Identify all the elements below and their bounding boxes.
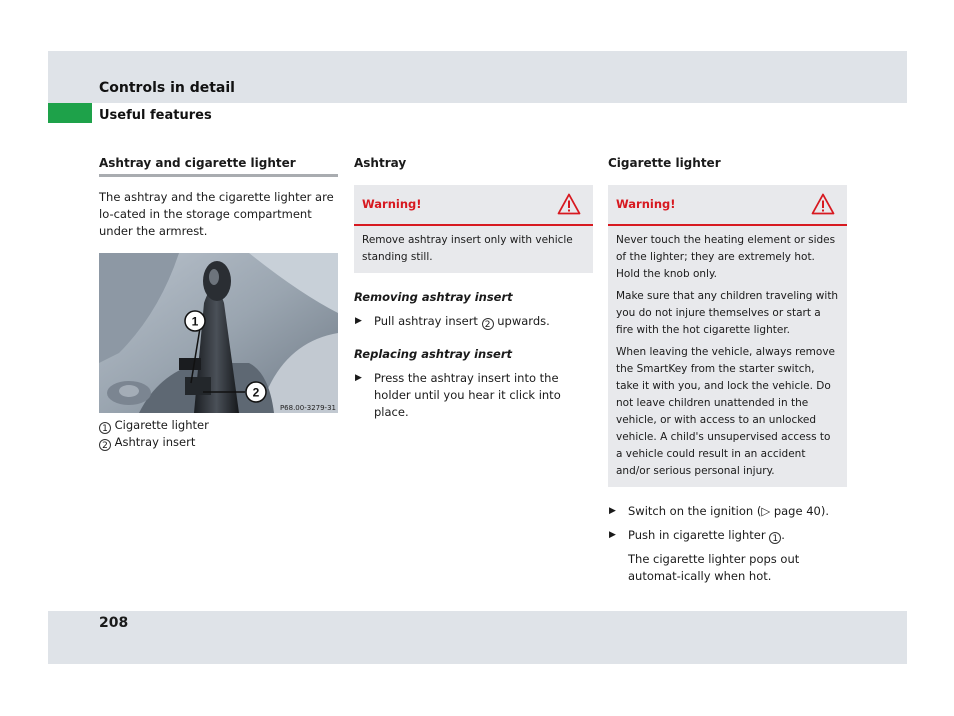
step-text-end: .: [781, 528, 785, 542]
replacing-heading: Replacing ashtray insert: [354, 347, 513, 361]
section-tab-marker: [48, 103, 92, 123]
footer-band: [48, 611, 907, 664]
warning-title: Warning!: [362, 197, 422, 211]
warning-body: [608, 226, 847, 487]
warning-text: Remove ashtray insert only with vehicle standing still.: [362, 234, 573, 263]
column-ashtray-lighter: [99, 155, 338, 451]
bullet-arrow-icon: ▶: [355, 316, 362, 326]
legend-number: 1: [99, 422, 111, 434]
step-text: Switch on the ignition (▷ page 40).: [628, 504, 829, 518]
legend-item: [99, 434, 338, 451]
legend-item: [99, 417, 338, 434]
callout-2-label: 2: [252, 385, 260, 400]
step-text: Pull ashtray insert: [374, 314, 478, 328]
warning-paragraph: When leaving the vehicle, always remove the SmartKey from the starter switch, take it with you, and lock the vehicle. Do not leave children unattended in the vehicle, or with access to an unlocked vehicle. A child's unsupervised access to a vehicle could result in an accident and/or serious personal injury.: [616, 346, 835, 477]
step-push-lighter: [608, 527, 847, 544]
legend-number: 2: [99, 439, 111, 451]
removing-step: [354, 313, 593, 330]
column-cigarette-lighter: [608, 155, 847, 585]
warning-body: [354, 226, 593, 273]
section-heading: Cigarette lighter: [608, 156, 721, 170]
chapter-title: Controls in detail: [99, 80, 235, 96]
page-number: 208: [99, 615, 129, 631]
warning-header: [354, 185, 593, 226]
result-text: The cigarette lighter pops out automat-ically when hot.: [628, 552, 800, 583]
bullet-arrow-icon: ▶: [609, 530, 616, 540]
warning-triangle-icon: [811, 193, 835, 215]
step-text-end: upwards.: [497, 314, 550, 328]
removing-heading: Removing ashtray insert: [354, 290, 513, 304]
photo-legend: [99, 417, 338, 451]
warning-box: [354, 185, 593, 273]
section-heading: Ashtray: [354, 156, 407, 170]
step-text: Press the ashtray insert into the holder until you hear it click into place.: [374, 371, 561, 419]
callout-1-label: 1: [191, 314, 199, 329]
step-ref-number: 1: [769, 532, 781, 544]
step-ignition: [608, 503, 847, 520]
bullet-arrow-icon: ▶: [355, 373, 362, 383]
section-title: Useful features: [99, 108, 212, 123]
legend-label: Cigarette lighter: [114, 418, 209, 432]
warning-box: [608, 185, 847, 487]
console-illustration: [99, 253, 338, 413]
intro-paragraph: The ashtray and the cigarette lighter are lo-cated in the storage compartment under the armrest.: [99, 190, 334, 238]
section-heading: Ashtray and cigarette lighter: [99, 156, 296, 170]
legend-label: Ashtray insert: [114, 435, 196, 449]
bullet-arrow-icon: ▶: [609, 506, 616, 516]
console-photo: [99, 253, 338, 413]
step-ref-number: 2: [482, 318, 494, 330]
column-ashtray: [354, 155, 593, 421]
image-code: P68.00-3279-31: [279, 404, 336, 412]
heading-rule: [99, 174, 338, 177]
warning-paragraph: Make sure that any children traveling with you do not injure themselves or start a fire with the hot cigarette lighter.: [616, 290, 839, 336]
step-text: Push in cigarette lighter: [628, 528, 766, 542]
replacing-step: [354, 370, 593, 421]
warning-triangle-icon: [557, 193, 581, 215]
warning-title: Warning!: [616, 197, 676, 211]
warning-paragraph: Never touch the heating element or sides of the lighter; they are extremely hot. Hold the knob only.: [616, 234, 836, 280]
warning-header: [608, 185, 847, 226]
